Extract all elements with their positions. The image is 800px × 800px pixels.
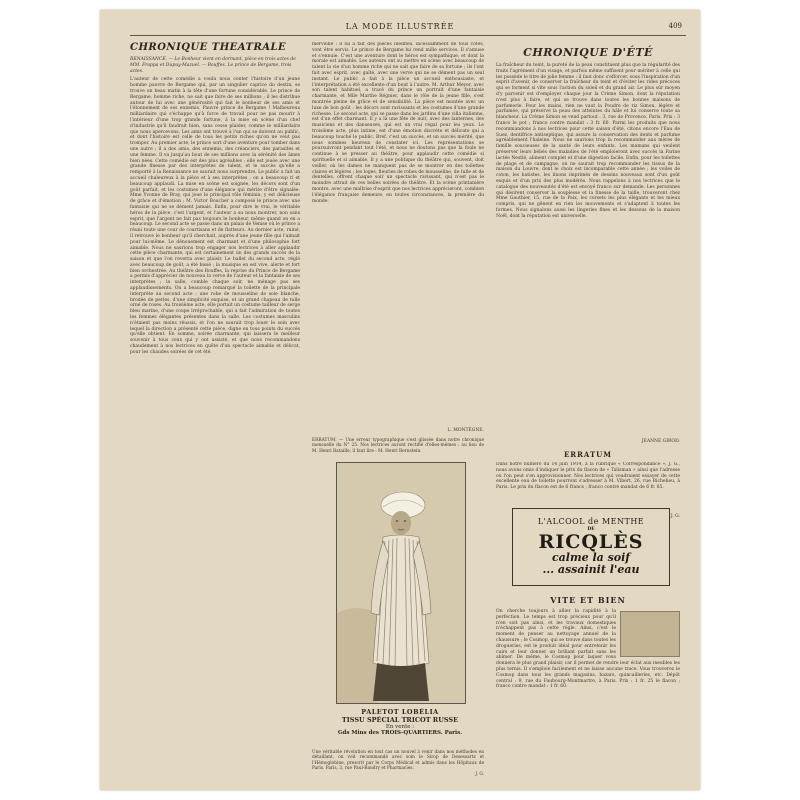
erratum-signature: J. G. bbox=[670, 514, 680, 519]
theatre-signature: L. MONTÉGNE. bbox=[447, 428, 484, 433]
caption-on-sale: En vente : bbox=[385, 724, 415, 730]
vite-article-text: On cherche toujours à allier la rapidité à la perfection. Le temps est trop précieux pour qu'il n'en soit pas ainsi, et les travaux domestiques n'échappent pas à cette règle. Ainsi, c'est le moment de penser au nettoyage annuel de la chaussure ; le Cosmop, qui se trouve dans toutes les drogueries, est le produit idéal pour entretenir les cuirs et leur donner un brillant parfait sans les abîmer. De même, le Cosmop pour laquer vous donnera le plus grand plaisir, car il permet de rendre leur éclat aux meubles les plus ternis. Il s'emploie facilement et ne laisse aucune trace. Vous trouverez le Cosmop dans tous les grands magasins, bazars, quincailleries, etc. Dépôt central : 9, rue du Faubourg-Montmartre, à Paris. Prix : 1 fr. 25 le flacon ; franco contre mandat : 1 fr. 60. bbox=[496, 609, 680, 690]
ete-signature: JEANNE GIROD. bbox=[641, 439, 680, 444]
advert-paragraph-signature: J. G. bbox=[475, 771, 484, 777]
ete-article-text: La fraîcheur du teint, la pureté de la peau constituent plus que la régularité des traits l'agrément d'un visage, et parfois même suffisent pour mériter à celle qui les possède le titre de jolie femme : il faut donc s'efforcer, sous l'inspiration d'un esprit d'avenir, de conserver la fraîcheur du teint et d'éviter les rides précoces qui se forment si vite sous l'action du soleil et du grand air. Le plus sûr moyen d'y parvenir est d'employer chaque jour la Crème Simon, dont la réputation n'est plus à faire, et qui se trouve dans toutes les bonnes maisons de parfumerie. Pour les mains, rien ne vaut la Poudre de riz Simon, légère et parfumée, qui préserve la peau des atteintes du hâle et lui conserve toute sa blancheur. La Crème Simon se vend partout : 3, rue de Provence, Paris. Prix : 3 francs le pot ; franco contre mandat : 3 fr. 60. Parmi les produits que nous recommandons à nos lectrices pour cette saison d'été, citons encore l'Eau de Suez, dentifrice antiseptique, qui assure la conservation des dents et parfume agréablement l'haleine. Nous ne saurions trop la recommander aux mères de famille soucieuses de la santé de leurs enfants. Les mamans qui veulent préserver leurs bébés des maladies de l'été emploieront avec succès la Farine lactée Nestlé, aliment complet et d'une digestion facile. Enfin, pour les toilettes de plage et de campagne, on ne saurait trop recommander les tissus de la maison du Louvre, dont le choix est incomparable cette année ; les voiles de coton, les batistes, les linons imprimés de dessins nouveaux sont d'un goût exquis et d'un prix des plus modérés. Nous rappelons à nos lectrices que le catalogue des nouveautés d'été est envoyé franco sur demande. Les personnes qui désirent conserver la souplesse et la finesse de la taille, trouveront chez Mme Gauthier, 15, rue de la Paix, les corsets les plus élégants et les mieux compris, qui ne gênent en rien les mouvements et s'adaptent à toutes les formes. Nous signalons aussi les lingeries fines et les dessous de la maison Noël, dont la réputation est universelle. bbox=[496, 63, 680, 219]
caption-fabric: TISSU SPÉCIAL TRICOT RUSSE bbox=[341, 716, 459, 724]
theatre-article-text: L'auteur de cette comédie a voulu nous conter l'histoire d'un jeune homme pauvre de Bergame qui, par un singulier caprice du destin, se trouve un beau matin à la tête d'une fortune considérable. Le prince de Bergame, homme riche, ne sait que faire de ses millions ; il les distribue autour de lui avec une générosité qui fait le bonheur de ses amis et l'étonnement de ses ennemis. Pauvre prince de Bergame ! Malheureux milliardaire qui s'échappe qu'à force de travail pour ne pas mourir à l'intérieur d'une trop grande fortune, à la mise en scène d'un chef d'industrie qu'il faudrait bien, sans cesse plaider, comme le milliardaire que nous apercevons. Les amis ont trouvé à l'un qui se doivent au public, et dont l'histoire est celle de tous les petits riches qu'on ne veut pas tromper. Au premier acte, le prince sort d'une aventure pour tomber dans une autre ; il a des amis, des ennemis, des créanciers, des parasites et une femme. Il va jusqu'au bout de ses millions avec la sérénité des âmes bien nées. Cette comédie est des plus agréables ; elle est jouée avec une grande finesse par des interprètes de talent, et le succès qu'elle a remporté à la Renaissance ne saurait nous surprendre. Le public a fait un accueil chaleureux à la pièce et à ses interprètes ; on a beaucoup ri et beaucoup applaudi. La mise en scène est soignée, les décors sont d'un goût parfait, et les costumes d'une élégance qui mérite d'être signalée. Mme Yvonne de Bray, qui joue le principal rôle féminin, y est délicieuse de grâce et d'émotion ; M. Victor Boucher a composé le prince avec une fantaisie qui ne se dément jamais. Enfin, pour dire le vrai, le véritable héros de la pièce, c'est l'argent, et l'auteur a su nous montrer, non sans esprit, que l'argent ne fait pas toujours le bonheur, même quand on en a beaucoup. Le second acte se passe dans un palais de Venise où le prince a réuni toute une cour de courtisans et de flatteurs. Au dernier acte, ruiné, il retrouve le bonheur qu'il cherchait, auprès d'une jeune fille qui l'aimait pour lui-même. Le dénouement est charmant et d'une philosophie fort aimable. Nous ne saurions trop engager nos lectrices à aller applaudir cette pièce charmante, qui est certainement un des grands succès de la saison et que l'on reverra avec plaisir. Le ballet du second acte, réglé avec beaucoup de goût, a été bissé ; la musique en est vive, alerte et fort bien orchestrée. Au théâtre des Bouffes, la reprise du Prince de Bergame a permis d'apprécier de nouveau la verve de l'auteur et la fantaisie de ses interprètes ; la salle, comble chaque soir, ne ménage pas ses applaudissements. On a beaucoup remarqué la toilette de la principale interprète au second acte : une robe de mousseline de soie blanche, brodée de perles, d'une simplicité exquise, et un grand chapeau de tulle orné de roses. Au troisième acte, elle portait un costume tailleur de serge bleu marine, d'une coupe irréprochable, qui a fait l'admiration de toutes les femmes élégantes présentes dans la salle. Les costumes masculins n'étaient pas moins réussis, et l'on ne saurait trop louer le soin avec lequel la direction a présenté cette pièce, digne en tous points du succès qu'elle obtient. En somme, soirée charmante, qui laissera le meilleur souvenir à tous ceux qui y ont assisté, et que nous recommandons chaudement à nos lectrices en quête d'un spectacle aimable et délicat, pour les chaudes soirées de cet été. bbox=[130, 77, 300, 355]
erratum-heading: ERRATUM bbox=[563, 450, 613, 459]
ad-brand: RICQLÈS bbox=[538, 531, 644, 553]
ad-slogan-2: ... assainit l'eau bbox=[542, 563, 640, 576]
ad-product-line: L'ALCOOL de MENTHE bbox=[537, 517, 645, 526]
vite-heading: VITE ET BIEN bbox=[550, 595, 626, 605]
erratum-text: Dans notre numéro du 14 juin 1914, à la rubrique « Correspondance », J. G., nous avons omis d'indiquer le prix du flacon de « Talisman » ainsi que l'adresse où l'on peut s'en approvisionner. Nos lectrices qui voudraient essayer de cette excellente eau de toilette pourront s'adresser à M. Vibert, 26, rue Richelieu, à Paris. Le prix du flacon est de 6 francs ; franco contre mandat de 6 fr. 85. bbox=[496, 462, 680, 491]
ad-de: DE bbox=[587, 527, 595, 532]
page-number: 409 bbox=[668, 22, 682, 30]
ad-slogan-1: calme la soif bbox=[551, 551, 631, 564]
theatre-continued-text: merveille : il lui a fait des pièces inédites, incessamment de tous côtés, vont être servis. Le prince de Bergame lui rend mille services. Il s'amuse et s'ennuie. C'est une aventure dont le héros est sympathique, et dont la morale est aimable. Les auteurs ont su mettre en scène avec beaucoup de talent la vie d'un homme riche qui ne sait que faire de sa fortune ; ils l'ont fait avec esprit, avec gaîté, avec une verve qui ne se dément pas un seul instant. Le public a fait à la pièce un accueil enthousiaste, et l'interprétation a été excellente d'un bout à l'autre. M. Arthur Meyer, avec son talent habituel, a tracé du prince un portrait d'une fantaisie charmante, et Mlle Marthe Régnier, dans le rôle de la jeune fille, s'est montrée pleine de grâce et de sensibilité. La pièce est montée avec un luxe de bon goût ; les décors sont ravissants et les costumes d'une grande richesse. Le second acte, qui se passe dans les jardins d'une villa italienne, est d'un effet charmant. Il y a là une fête de nuit, avec des lanternes, des musiciens et des danseuses, qui est un vrai régal pour les yeux. Le troisième acte, plus intime, est d'une émotion discrète et délicate qui a beaucoup touché le public. Bref, c'est un succès, et un succès mérité, que nous sommes heureux de constater ici. Les représentations se poursuivront pendant tout l'été, et nous ne doutons pas que la foule ne continue à se presser au théâtre, pour applaudir cette comédie si spirituelle et si aimable. Il y a une politique du théâtre qui, souvent, doit veiller, où les dames ne manquent pas de se montrer en des toilettes claires et légères ; les loges, fleuries de robes de mousseline, de tulle et de dentelles, offrent chaque soir un spectacle ravissant, qui n'est pas le moindre attrait de ces belles soirées de théâtre. Et la scène printanière montre, avec une maîtrise d'esprit que nos lectrices apprécieront, combien l'élégance française demeure, en toutes circonstances, la première du monde. bbox=[312, 42, 484, 204]
newspaper-page bbox=[100, 10, 700, 790]
masthead: LA MODE ILLUSTRÉE bbox=[345, 22, 455, 31]
caption-store: Gds Mins des TROIS-QUARTIERS. Paris. bbox=[337, 730, 463, 736]
section-heading-ete: CHRONIQUE D'ÉTÉ bbox=[523, 46, 653, 59]
column-chronique-theatrale bbox=[130, 42, 300, 777]
erratum-note-theatre: ERRATUM. — Une erreur typographique s'est glissée dans notre chronique mensuelle du N° 25. Nos lectrices auront rectifié d'elles-mêmes : au lieu de M. Henri Bataille, il faut lire : M. Henri Bernstein. bbox=[312, 438, 484, 454]
advert-paragraph-text: Une véritable révolution en tout cas un nouvel à venir dans nos méthodes en détaillant, on voit recommandé avec soin le Sirop de Desessartz et l'Hémoglobine, prescrit par le Corps Médical et admis dans les Hôpitaux de Paris. Paris, 3, rue Paul-Baudry et Pharmacies. bbox=[312, 750, 484, 772]
caption-garment-name: PALETOT LOBÉLIA bbox=[361, 708, 439, 716]
section-heading-theatre: CHRONIQUE THÉATRALE bbox=[130, 42, 287, 53]
header-rule bbox=[130, 35, 686, 36]
theatre-subheading: RENAISSANCE. — Le Bonheur vient en dormant, pièce en trois actes de MM. Frappa et Dupuy-Mazuel. — Bouffes. Le prince de Bergame, trois actes. bbox=[130, 57, 296, 74]
